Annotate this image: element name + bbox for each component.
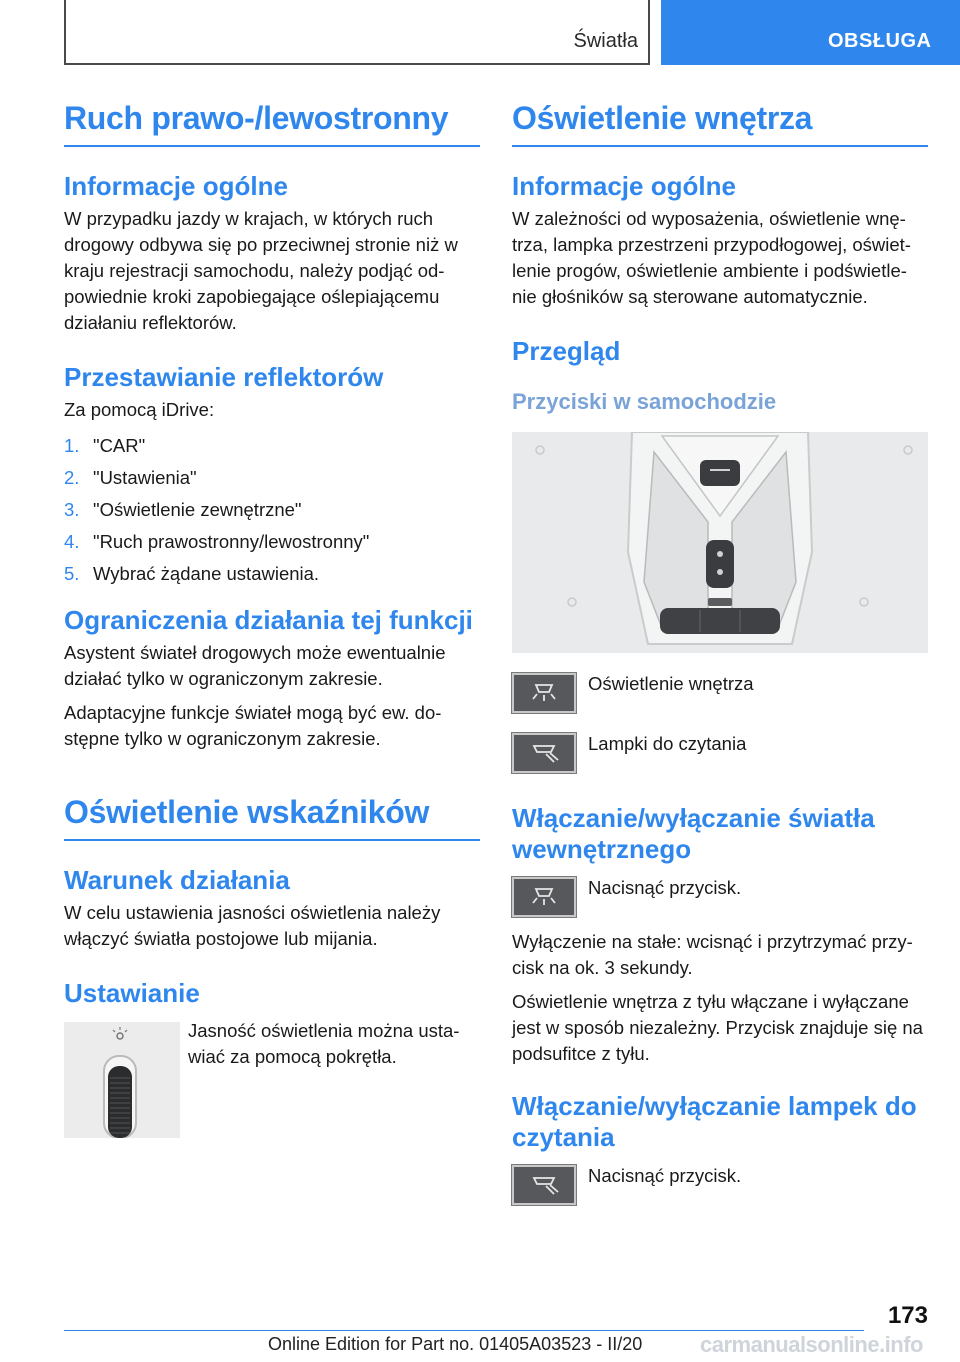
paragraph-permanent-off: Wyłączenie na stałe: wcisnąć i przytrzymać przy-cisk na ok. 3 sekundy. (512, 930, 913, 978)
press-interior-button-row (512, 877, 928, 917)
reading-light-button-image (512, 733, 576, 773)
heading-setting: Ustawianie (64, 978, 200, 1009)
reading-light-button-image (512, 1165, 576, 1205)
interior-light-button-image (512, 673, 576, 713)
press-button-text: Nacisnąć przycisk. (588, 1165, 742, 1187)
heading-buttons-in-car: Przyciski w samochodzie (512, 389, 777, 415)
dome-light-icon (514, 879, 574, 915)
page-number: 173 (887, 1302, 928, 1329)
heading-traffic: Ruch prawo-/lewostronny (64, 100, 480, 147)
list-item: 1. "CAR" (64, 435, 146, 457)
overhead-console-image (512, 432, 928, 653)
reading-light-button-row (512, 733, 928, 773)
footer-edition: Online Edition for Part no. 01405A03523 - II/20 (268, 1334, 643, 1354)
list-item: 3. "Oświetlenie zewnętrzne" (64, 499, 302, 521)
reading-light-label: Lampki do czytania (588, 732, 747, 754)
paragraph-idrive: Za pomocą iDrive: (64, 399, 215, 421)
paragraph-setting: Jasność oświetlenia można usta-wiać za pomocą pokrętła. (188, 1019, 460, 1067)
left-column (64, 100, 480, 1138)
heading-overview: Przegląd (512, 335, 621, 366)
heading-condition: Warunek działania (64, 865, 290, 896)
list-item: 2. "Ustawienia" (64, 467, 197, 489)
dimmer-wheel-image (64, 1022, 180, 1138)
heading-interior-lighting: Oświetlenie wnętrza (512, 100, 928, 147)
paragraph-general-right: W zależności od wyposażenia, oświetlenie wnę-trza, lampka przestrzeni przypodłogowej, oświet-lenie progów, oświetlenie ambiente i podświetle-nie głośników są sterowane automatycznie. (512, 207, 911, 307)
paragraph-general-left: W przypadku jazdy w krajach, w których ruch drogowy odbywa się po przeciwnej stronie niż w kraju rejestracji samochodu, należy podjąć od-powiednie kroki zapobiegające oślepiającemu działaniu reflektorów. (64, 207, 458, 333)
header-section-title: Światła (573, 30, 638, 52)
heading-general-left: Informacje ogólne (64, 170, 288, 201)
press-reading-button-row (512, 1165, 928, 1205)
list-item: 5. Wybrać żądane ustawienia. (64, 563, 320, 585)
paragraph-condition: W celu ustawienia jasności oświetlenia należy włączyć światła postojowe lub mijania. (64, 902, 441, 950)
reading-light-icon (514, 735, 574, 771)
interior-light-label: Oświetlenie wnętrza (588, 672, 754, 694)
paragraph-limits-2: Adaptacyjne funkcje świateł mogą być ew. do-stępne tylko w ograniczonym zakresie. (64, 702, 442, 750)
heading-general-right: Informacje ogólne (512, 170, 736, 201)
heading-reading-onoff: Włączanie/wyłączanie lampek do czytania (512, 1090, 917, 1153)
setting-block (64, 1019, 480, 1138)
heading-interior-onoff: Włączanie/wyłączanie światła wewnętrznego (512, 802, 875, 864)
footer-divider (64, 1330, 864, 1331)
dome-light-icon (514, 675, 574, 711)
press-button-text: Nacisnąć przycisk. (588, 876, 742, 898)
right-column (512, 100, 928, 1205)
steps-list (64, 433, 480, 587)
heading-adjust-headlights: Przestawianie reflektorów (64, 361, 384, 392)
paragraph-rear-lighting: Oświetlenie wnętrza z tyłu włączane i wyłączane jest w sposób niezależny. Przycisk znajduje się na podsufitce z tyłu. (512, 990, 923, 1064)
interior-light-button-image (512, 877, 576, 917)
header-chapter-tab: OBSŁUGA (661, 0, 960, 65)
heading-limits: Ograniczenia działania tej funkcji (64, 605, 473, 636)
heading-gauge-lighting: Oświetlenie wskaźników (64, 794, 480, 841)
paragraph-limits-1: Asystent świateł drogowych może ewentualnie działać tylko w ograniczonym zakresie. (64, 642, 446, 690)
watermark: carmanualsonline.info (700, 1332, 923, 1357)
list-item: 4. "Ruch prawostronny/lewostronny" (64, 531, 370, 553)
brightness-icon (113, 1027, 127, 1039)
reading-light-icon (514, 1167, 574, 1203)
interior-light-button-row (512, 673, 928, 713)
